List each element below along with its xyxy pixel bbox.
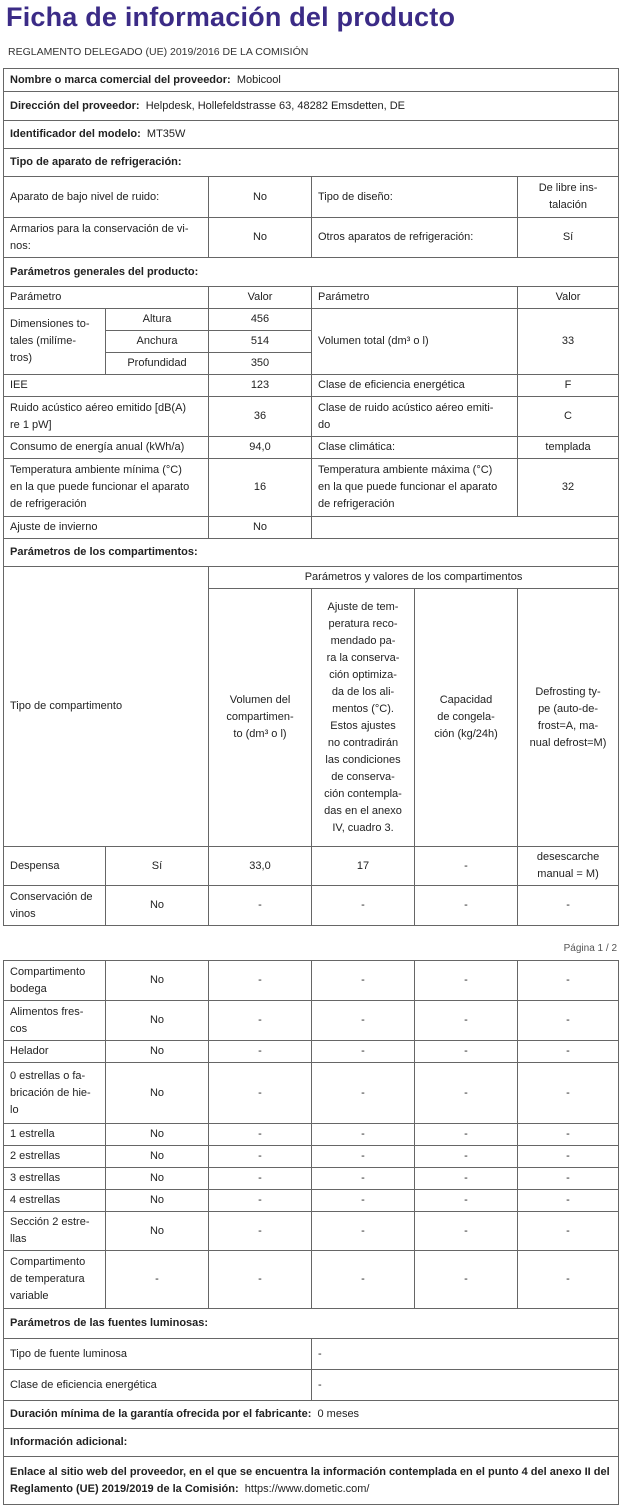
- compartment-name: [4, 1063, 106, 1124]
- temperature-column-header-line: Ajuste de tem-: [327, 600, 399, 613]
- compartment-volume: -: [209, 1001, 312, 1041]
- general-heading: Parámetros generales del producto:: [4, 258, 619, 287]
- other-appliance-value: Sí: [518, 218, 619, 258]
- compartment-volume: -: [209, 1146, 312, 1168]
- compartment-temperature: -: [312, 961, 415, 1001]
- defrost-column-header-line: pe (auto-de-: [538, 702, 598, 715]
- temperature-column-header-line: mentos (°C).: [332, 702, 394, 715]
- model-row: [4, 121, 619, 149]
- compartment-present: No: [106, 1168, 209, 1190]
- compartment-defrost-line: manual = M): [537, 868, 599, 880]
- general-heading-row: [4, 258, 619, 287]
- warranty-value: 0 meses: [317, 1408, 360, 1420]
- compartment-present: No: [106, 1212, 209, 1251]
- compartment-present: No: [106, 961, 209, 1001]
- compartment-temperature: -: [312, 1251, 415, 1309]
- light-class-value: -: [312, 1370, 619, 1401]
- compartment-present: No: [106, 1146, 209, 1168]
- compartments-heading: Parámetros de los compartimentos:: [4, 539, 619, 567]
- compartment-present: No: [106, 1190, 209, 1212]
- page-title: Ficha de información del producto: [6, 2, 456, 32]
- compartment-name-line: variable: [10, 1290, 49, 1302]
- compartment-row: [4, 1168, 619, 1190]
- address-value: Helpdesk, Hollefeldstrasse 63, 48282 Emsdetten, DE: [145, 99, 405, 112]
- total-volume-value: 33: [518, 309, 619, 375]
- temperature-row: [4, 459, 619, 517]
- freezing-column-header: [415, 589, 518, 847]
- compartment-row: [4, 886, 619, 926]
- freezing-column-header-line: Capacidad: [439, 694, 493, 706]
- noise-value: 36: [209, 397, 312, 437]
- compartment-temperature: -: [312, 1041, 415, 1063]
- light-type-value: -: [312, 1339, 619, 1370]
- compartment-present: No: [106, 1001, 209, 1041]
- supplier-link-label: Reglamento (UE) 2019/2019 de la Comisión:: [10, 1482, 239, 1495]
- compartment-name-line: Compartimento: [10, 965, 86, 978]
- model-label: Identificador del modelo:: [10, 128, 141, 140]
- compartment-name: [4, 1212, 106, 1251]
- compartment-defrost: -: [518, 1124, 619, 1146]
- compartment-defrost-line: desescarche: [536, 851, 600, 863]
- compartment-row: [4, 1001, 619, 1041]
- energy-class-value: F: [518, 375, 619, 397]
- compartment-name-line: Conservación de: [10, 890, 93, 903]
- compartment-row: [4, 1041, 619, 1063]
- design-type-value: [518, 177, 619, 218]
- address-row: [4, 92, 619, 121]
- volume-column-header-line: compartimen-: [226, 711, 294, 723]
- compartment-defrost: -: [518, 1190, 619, 1212]
- max-temp-label-line: de refrigeración: [318, 498, 395, 510]
- compartment-defrost: -: [518, 1146, 619, 1168]
- compartment-volume: -: [209, 886, 312, 926]
- temperature-column-header-line: peratura reco-: [328, 617, 398, 630]
- compartment-freezing: -: [415, 1212, 518, 1251]
- defrost-column-header-line: frost=A, ma-: [537, 719, 599, 732]
- compartment-temperature: -: [312, 886, 415, 926]
- compartment-temperature: -: [312, 1190, 415, 1212]
- low-noise-label: Aparato de bajo nivel de ruido:: [4, 177, 209, 218]
- dimensions-label: [4, 309, 106, 375]
- compartment-rows-page1: [4, 847, 619, 926]
- compartment-name-line: bricación de hie-: [10, 1086, 91, 1099]
- height-label: Altura: [106, 309, 209, 331]
- wine-cabinet-label-line: Armarios para la conservación de vi-: [10, 222, 189, 235]
- wine-cabinet-value: No: [209, 218, 312, 258]
- temperature-column-header-line: de conserva-: [331, 770, 395, 783]
- compartment-defrost: [518, 886, 619, 926]
- volume-column-header-line: Volumen del: [229, 694, 291, 706]
- compartment-row: [4, 847, 619, 886]
- compartments-heading-row: [4, 539, 619, 567]
- compartment-name: [4, 1190, 106, 1212]
- warranty-label: Duración mínima de la garantía ofrecida por el fabricante:: [10, 1408, 312, 1420]
- light-class-row: [4, 1370, 619, 1401]
- compartment-temperature: -: [312, 1146, 415, 1168]
- min-temp-label: [4, 459, 209, 517]
- compartment-volume: -: [209, 1212, 312, 1251]
- supplier-link-row: [4, 1457, 619, 1505]
- iee-row: [4, 375, 619, 397]
- winter-row: [4, 517, 619, 539]
- compartment-freezing: -: [415, 886, 518, 926]
- compartment-volume: -: [209, 1168, 312, 1190]
- temperature-column-header-line: Estos ajustes: [330, 719, 396, 732]
- compartment-defrost: [518, 847, 619, 886]
- compartment-temperature: -: [312, 1001, 415, 1041]
- supplier-value: Mobicool: [236, 73, 281, 86]
- compartment-temperature: 17: [312, 847, 415, 886]
- appliance-type-heading: Tipo de aparato de refrigeración:: [4, 149, 619, 177]
- regulation-subtitle: REGLAMENTO DELEGADO (UE) 2019/2016 DE LA COMISIÓN: [8, 46, 309, 58]
- compartment-defrost: -: [518, 1063, 619, 1124]
- volume-column-header: [209, 589, 312, 847]
- compartment-present: Sí: [106, 847, 209, 886]
- max-temp-label-line: Temperatura ambiente máxima (°C): [318, 464, 493, 476]
- compartment-volume: -: [209, 1041, 312, 1063]
- compartment-defrost-line: -: [566, 899, 570, 911]
- freezing-column-header-line: de congela-: [437, 711, 495, 723]
- other-appliance-label: Otros aparatos de refrigeración:: [312, 218, 518, 258]
- temperature-column-header-line: ción contempla-: [324, 787, 402, 800]
- compartment-name-line: de temperatura: [10, 1273, 85, 1285]
- climate-value: templada: [518, 437, 619, 459]
- min-temp-label-line: de refrigeración: [10, 498, 87, 510]
- compartment-present: No: [106, 886, 209, 926]
- compartment-freezing: -: [415, 1190, 518, 1212]
- temperature-column-header: [312, 589, 415, 847]
- compartment-volume: -: [209, 1251, 312, 1309]
- compartment-row: [4, 1190, 619, 1212]
- width-value: 514: [209, 331, 312, 353]
- dimensions-label-line: Dimensiones to-: [10, 318, 90, 330]
- wine-cabinet-row: [4, 218, 619, 258]
- general-column-header-row: [4, 287, 619, 309]
- compartment-name: [4, 1251, 106, 1309]
- compartment-name-line: lo: [10, 1103, 19, 1116]
- compartment-freezing: -: [415, 1063, 518, 1124]
- temperature-column-header-line: las condiciones: [325, 753, 401, 766]
- compartment-temperature: -: [312, 1124, 415, 1146]
- compartment-volume: -: [209, 1063, 312, 1124]
- compartment-temperature: -: [312, 1063, 415, 1124]
- noise-label: [4, 397, 209, 437]
- compartment-rows-page2: [4, 961, 619, 1309]
- defrost-column-header-line: Defrosting ty-: [535, 685, 601, 698]
- noise-row: [4, 397, 619, 437]
- compartment-freezing: -: [415, 961, 518, 1001]
- compartment-present: No: [106, 1063, 209, 1124]
- min-temp-label-line: en la que puede funcionar el aparato: [10, 481, 190, 493]
- width-label: Anchura: [106, 331, 209, 353]
- noise-label-line: re 1 pW]: [10, 418, 52, 431]
- depth-value: 350: [209, 353, 312, 375]
- compartment-name-line: Alimentos fres-: [10, 1005, 84, 1018]
- compartment-present: No: [106, 1124, 209, 1146]
- param-column-header: Parámetro: [4, 287, 209, 309]
- energy-row: [4, 437, 619, 459]
- address-label: Dirección del proveedor:: [10, 99, 140, 112]
- compartment-name-line: Despensa: [10, 859, 60, 872]
- product-info-table-page1: [3, 68, 619, 926]
- compartment-defrost: -: [518, 1168, 619, 1190]
- wine-cabinet-label-line: nos:: [10, 239, 31, 252]
- compartment-name-line: Compartimento: [10, 1256, 86, 1268]
- temperature-column-header-line: no contradirán: [327, 736, 399, 749]
- compartment-name-line: 4 estrellas: [10, 1194, 61, 1206]
- wine-cabinet-label: [4, 218, 209, 258]
- energy-value: 94,0: [209, 437, 312, 459]
- compartment-name: [4, 886, 106, 926]
- winter-value: No: [209, 517, 312, 539]
- compartment-volume: -: [209, 961, 312, 1001]
- design-type-value-line: De libre ins-: [538, 182, 598, 194]
- light-heading: Parámetros de las fuentes luminosas:: [4, 1309, 619, 1339]
- noise-label-line: Ruido acústico aéreo emitido [dB(A): [10, 401, 187, 414]
- page-number: Página 1 / 2: [563, 943, 617, 954]
- low-noise-row: [4, 177, 619, 218]
- compartment-defrost: -: [518, 1001, 619, 1041]
- compartment-name-line: Helador: [10, 1045, 49, 1057]
- max-temp-value: 32: [518, 459, 619, 517]
- design-type-value-line: talación: [549, 199, 587, 211]
- low-noise-value: No: [209, 177, 312, 218]
- max-temp-label-line: en la que puede funcionar el aparato: [318, 481, 498, 493]
- compartment-volume: -: [209, 1124, 312, 1146]
- supplier-label: Nombre o marca comercial del proveedor:: [10, 73, 231, 86]
- compartment-freezing: -: [415, 1041, 518, 1063]
- compartment-row: [4, 1063, 619, 1124]
- additional-heading-row: [4, 1429, 619, 1457]
- light-type-row: [4, 1339, 619, 1370]
- compartment-name-line: vinos: [10, 907, 36, 920]
- compartment-name: [4, 1124, 106, 1146]
- compartment-row: [4, 1212, 619, 1251]
- compartment-defrost: -: [518, 1212, 619, 1251]
- height-row: [4, 309, 619, 331]
- design-type-label: Tipo de diseño:: [312, 177, 518, 218]
- compartment-temperature: -: [312, 1168, 415, 1190]
- compartment-defrost: -: [518, 1251, 619, 1309]
- compartment-row: [4, 961, 619, 1001]
- compartment-freezing: -: [415, 1251, 518, 1309]
- compartment-present: No: [106, 1041, 209, 1063]
- min-temp-value: 16: [209, 459, 312, 517]
- compartment-name-line: 0 estrellas o fa-: [10, 1069, 86, 1082]
- compartment-name-line: cos: [10, 1022, 28, 1035]
- product-info-table-page2: [3, 960, 619, 1505]
- compartment-defrost: -: [518, 961, 619, 1001]
- compartment-name: [4, 1146, 106, 1168]
- supplier-website-link[interactable]: https://www.dometic.com/: [244, 1482, 370, 1495]
- compartment-name-line: bodega: [10, 982, 47, 995]
- compartment-present: -: [106, 1251, 209, 1309]
- compartment-name-line: llas: [10, 1233, 27, 1245]
- model-value: MT35W: [146, 128, 186, 140]
- compartments-group-header-row: [4, 567, 619, 589]
- noise-class-label-line: do: [318, 418, 331, 431]
- compartment-name: [4, 847, 106, 886]
- min-temp-label-line: Temperatura ambiente mínima (°C): [10, 464, 182, 476]
- iee-value: 123: [209, 375, 312, 397]
- noise-class-label-line: Clase de ruido acústico aéreo emiti-: [318, 401, 494, 414]
- value-column-header: Valor: [209, 287, 312, 309]
- compartment-name: [4, 1168, 106, 1190]
- max-temp-label: [312, 459, 518, 517]
- supplier-link-label: Enlace al sitio web del proveedor, en el que se encuentra la información contemplada en el punto 4 del anexo II del: [10, 1465, 610, 1478]
- compartment-name: [4, 961, 106, 1001]
- compartment-row: [4, 1124, 619, 1146]
- compartment-name-line: 2 estrellas: [10, 1150, 61, 1162]
- compartment-defrost: -: [518, 1041, 619, 1063]
- climate-label: Clase climática:: [312, 437, 518, 459]
- defrost-column-header: [518, 589, 619, 847]
- freezing-column-header-line: ción (kg/24h): [434, 728, 498, 740]
- energy-label: Consumo de energía anual (kWh/a): [4, 437, 209, 459]
- light-type-label: Tipo de fuente luminosa: [4, 1339, 312, 1370]
- temperature-column-header-line: mendado pa-: [330, 634, 396, 647]
- temperature-column-header-line: da de los ali-: [331, 685, 395, 698]
- compartment-temperature: -: [312, 1212, 415, 1251]
- compartment-freezing: -: [415, 1001, 518, 1041]
- compartment-name-line: Sección 2 estre-: [10, 1216, 90, 1228]
- compartment-freezing: -: [415, 847, 518, 886]
- compartment-volume: 33,0: [209, 847, 312, 886]
- compartment-name: [4, 1041, 106, 1063]
- warranty-row: [4, 1401, 619, 1429]
- total-volume-label: Volumen total (dm³ o l): [312, 309, 518, 375]
- compartment-volume: -: [209, 1190, 312, 1212]
- iee-label: IEE: [4, 375, 209, 397]
- compartment-freezing: -: [415, 1168, 518, 1190]
- compartment-name: [4, 1001, 106, 1041]
- defrost-column-header-line: nual defrost=M): [529, 736, 607, 749]
- param-column-header: Parámetro: [312, 287, 518, 309]
- light-heading-row: [4, 1309, 619, 1339]
- appliance-type-heading-row: [4, 149, 619, 177]
- temperature-column-header-line: IV, cuadro 3.: [332, 821, 394, 834]
- noise-class-label: [312, 397, 518, 437]
- depth-label: Profundidad: [106, 353, 209, 375]
- winter-label: Ajuste de invierno: [4, 517, 209, 539]
- supplier-row: [4, 69, 619, 92]
- compartment-row: [4, 1146, 619, 1168]
- light-class-label: Clase de eficiencia energética: [4, 1370, 312, 1401]
- value-column-header: Valor: [518, 287, 619, 309]
- height-value: 456: [209, 309, 312, 331]
- compartments-group-header: Parámetros y valores de los compartimentos: [209, 567, 619, 589]
- compartment-row: [4, 1251, 619, 1309]
- temperature-column-header-line: das en el anexo: [324, 804, 402, 817]
- energy-class-label: Clase de eficiencia energética: [312, 375, 518, 397]
- temperature-column-header-line: ción optimiza-: [329, 668, 397, 681]
- volume-column-header-line: to (dm³ o l): [233, 728, 287, 740]
- compartment-type-label: Tipo de compartimento: [4, 567, 209, 847]
- dimensions-label-line: tros): [10, 352, 32, 364]
- temperature-column-header-line: ra la conserva-: [326, 651, 400, 664]
- empty-cell: [312, 517, 619, 539]
- compartment-freezing: -: [415, 1124, 518, 1146]
- additional-heading: Información adicional:: [4, 1429, 619, 1457]
- dimensions-label-line: tales (milíme-: [10, 335, 77, 347]
- compartment-freezing: -: [415, 1146, 518, 1168]
- compartment-name-line: 1 estrella: [10, 1128, 55, 1140]
- noise-class-value: C: [518, 397, 619, 437]
- compartment-name-line: 3 estrellas: [10, 1172, 61, 1184]
